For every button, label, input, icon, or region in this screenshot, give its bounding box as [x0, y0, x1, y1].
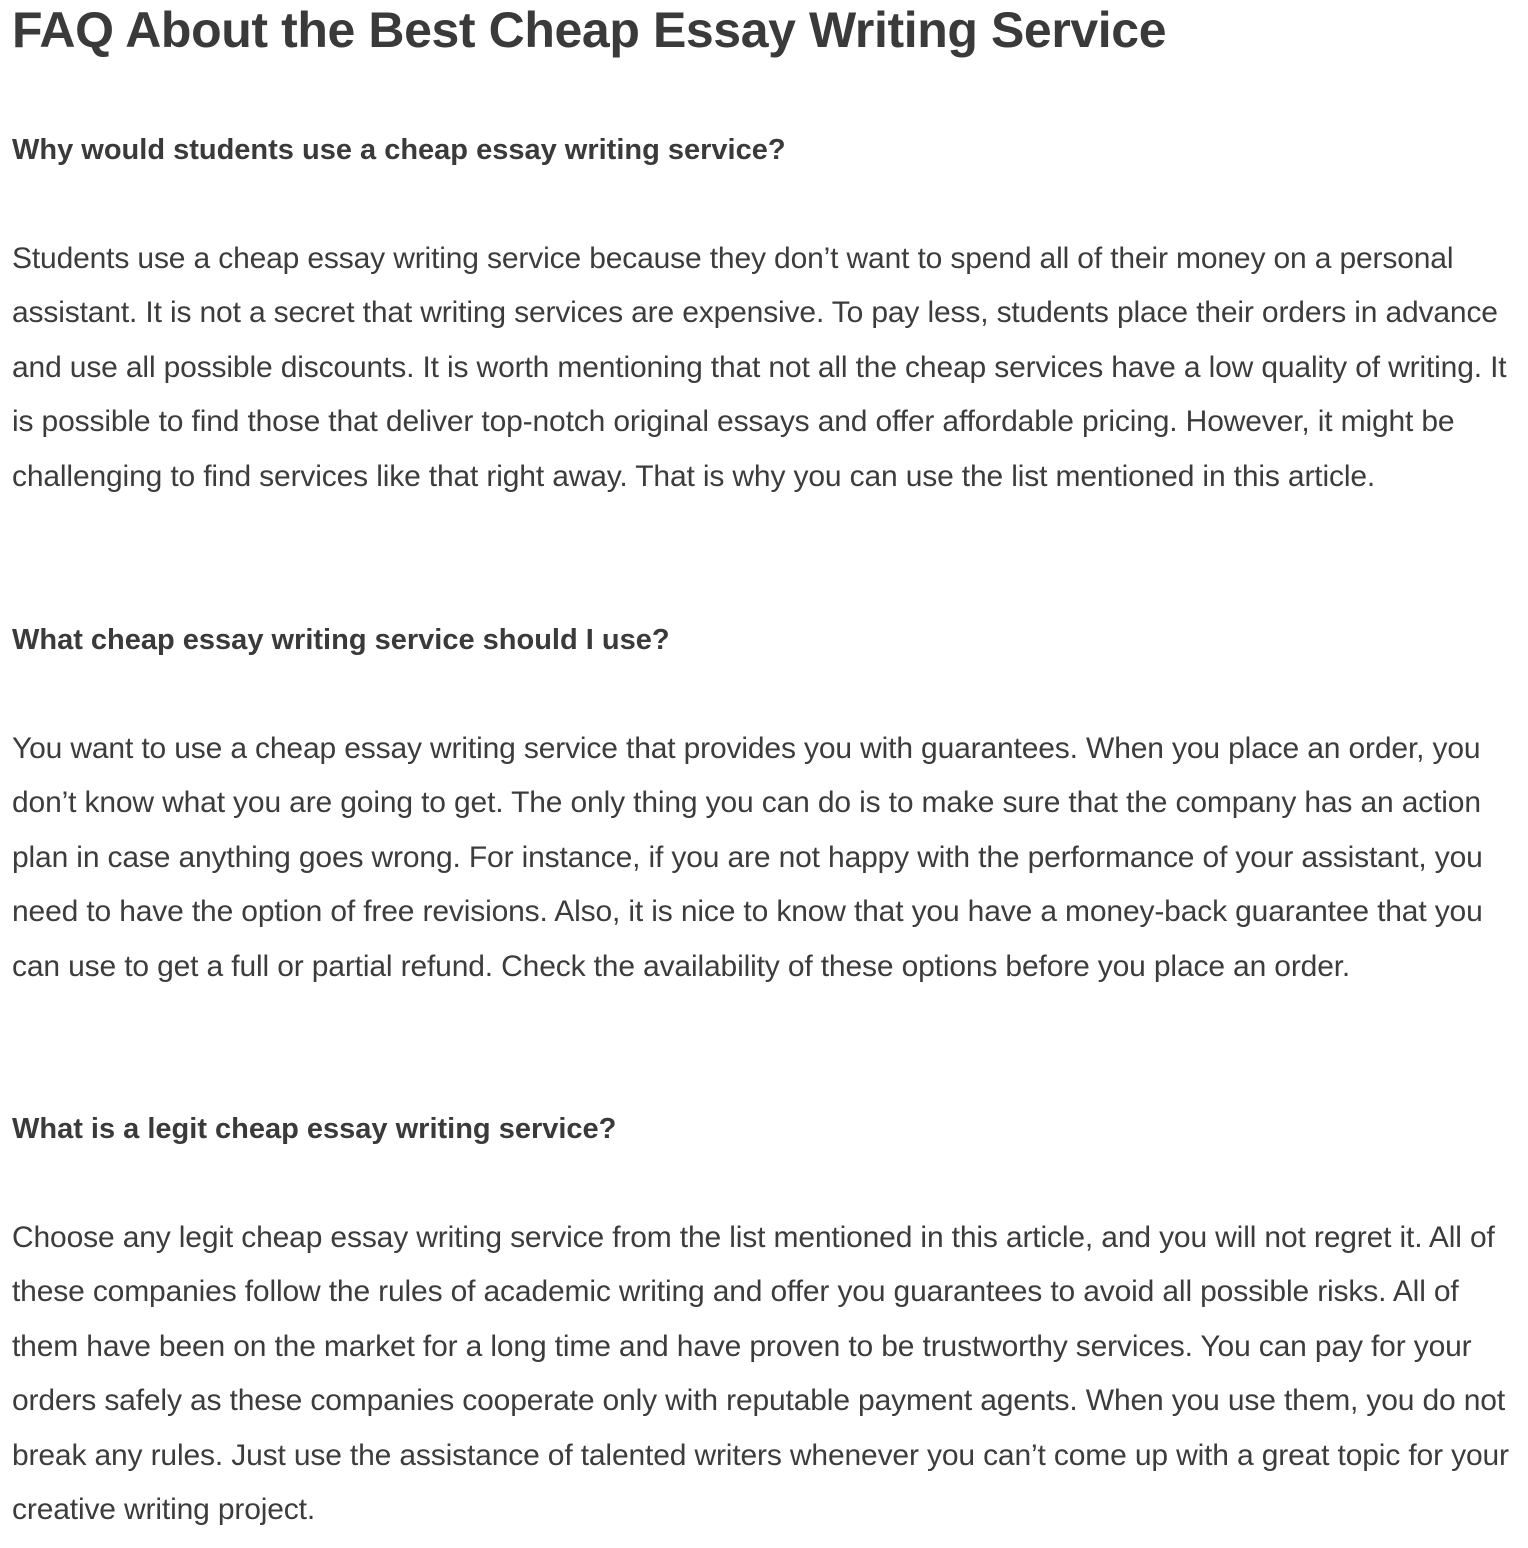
faq-question-2: What cheap essay writing service should I use? — [12, 624, 670, 656]
page-title: FAQ About the Best Cheap Essay Writing Service — [12, 2, 1167, 58]
faq-question-3: What is a legit cheap essay writing service? — [12, 1113, 617, 1145]
faq-answer-2: You want to use a cheap essay writing service that provides you with guarantees. When you place an order, you don’t know what you are going to get. The only thing you can do is to make sure that the company has an action plan in case anything goes wrong. For instance, if you are not happy with the performance of your assistant, you need to have the option of free revisions. Also, it is nice to know that you have a money-back guarantee that you can use to get a full or partial refund. Check the availability of these options before you place an order. — [12, 732, 1483, 983]
faq-answer-3: Choose any legit cheap essay writing service from the list mentioned in this article, and you will not regret it. All of these companies follow the rules of academic writing and offer you guarantees to avoid all possible risks. All of them have been on the market for a long time and have proven to be trustworthy services. You can pay for your orders safely as these companies cooperate only with reputable payment agents. When you use them, you do not break any rules. Just use the assistance of talented writers whenever you can’t come up with a great topic for your creative writing project. — [12, 1221, 1509, 1527]
faq-question-1: Why would students use a cheap essay writing service? — [12, 134, 786, 166]
faq-answer-1: Students use a cheap essay writing service because they don’t want to spend all of their money on a personal assistant. It is not a secret that writing services are expensive. To pay less, students place their orders in advance and use all possible discounts. It is worth mentioning that not all the cheap services have a low quality of writing. It is possible to find those that deliver top-notch original essays and offer affordable pricing. However, it might be challenging to find services like that right away. That is why you can use the list mentioned in this article. — [12, 242, 1507, 493]
